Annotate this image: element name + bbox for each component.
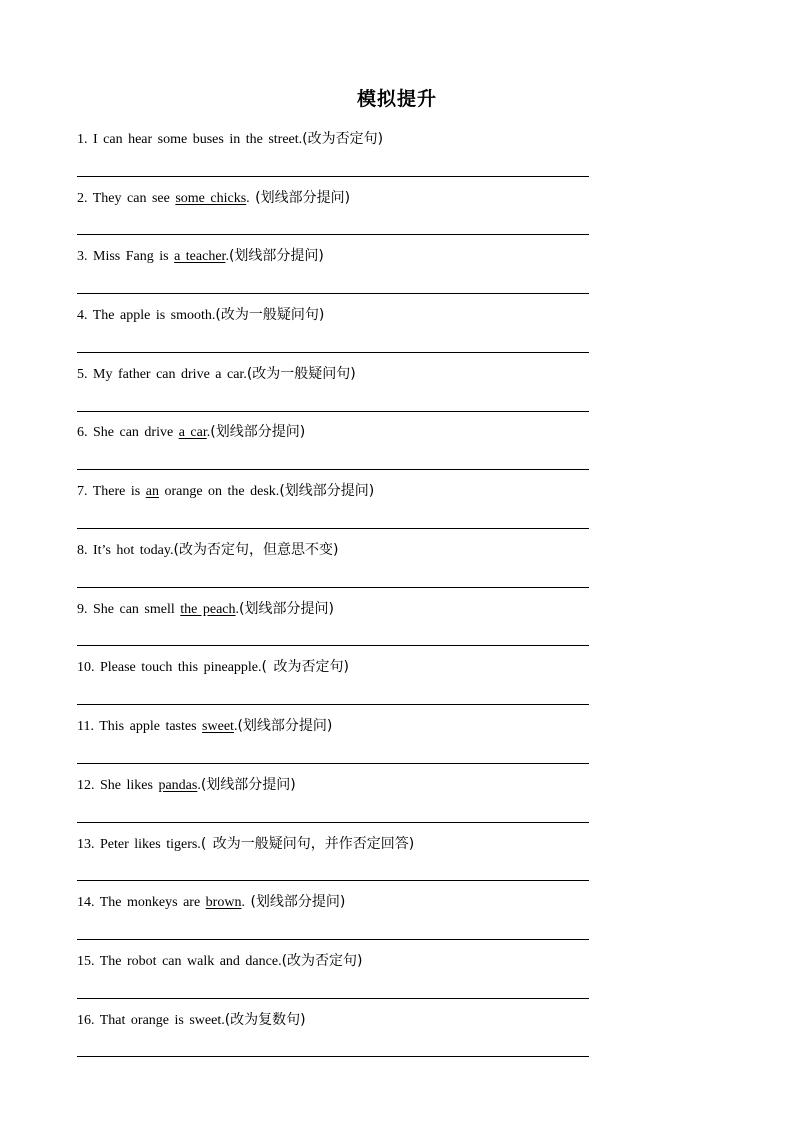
question-16 xyxy=(77,1011,589,1030)
instruction-note: (改为一般疑问句) xyxy=(246,366,356,382)
instruction-note: (划线部分提问) xyxy=(210,424,306,440)
question-number: 10. xyxy=(77,660,95,675)
question-8 xyxy=(77,541,589,560)
instruction-note: (改为否定句) xyxy=(302,131,384,147)
question-1 xyxy=(77,130,589,149)
instruction-note: (划线部分提问) xyxy=(279,483,375,499)
question-number: 15. xyxy=(77,954,95,969)
question-text: That orange is sweet. xyxy=(99,1013,225,1028)
question-3 xyxy=(77,247,589,266)
answer-line-5[interactable] xyxy=(77,411,589,412)
answer-line-9[interactable] xyxy=(77,645,589,646)
instruction-note: (划线部分提问) xyxy=(200,777,296,793)
answer-line-6[interactable] xyxy=(77,469,589,470)
instruction-note: (划线部分提问) xyxy=(250,894,346,910)
question-text: They can see xyxy=(92,191,176,206)
question-number: 1. xyxy=(77,132,88,147)
answer-line-2[interactable] xyxy=(77,234,589,235)
question-number: 9. xyxy=(77,602,88,617)
underlined-text: brown xyxy=(205,895,242,910)
answer-line-8[interactable] xyxy=(77,587,589,588)
question-text-end: . xyxy=(246,191,256,206)
question-number: 13. xyxy=(77,837,95,852)
underlined-text: sweet xyxy=(202,719,234,734)
question-text-end: . xyxy=(206,425,211,440)
question-13 xyxy=(77,835,589,854)
instruction-note: (划线部分提问) xyxy=(237,718,333,734)
question-text: It’s hot today. xyxy=(93,543,174,558)
question-text: Please touch this pineapple. xyxy=(100,660,262,675)
question-9 xyxy=(77,600,589,619)
answer-line-14[interactable] xyxy=(77,939,589,940)
question-text-end: . xyxy=(197,778,201,793)
answer-line-4[interactable] xyxy=(77,352,589,353)
instruction-note: (划线部分提问) xyxy=(228,248,324,264)
question-11 xyxy=(77,717,589,736)
underlined-text: pandas xyxy=(158,778,198,793)
answer-line-11[interactable] xyxy=(77,763,589,764)
underlined-text: some chicks xyxy=(175,191,247,206)
underlined-text: an xyxy=(145,484,159,499)
instruction-note: (改为复数句) xyxy=(224,1012,306,1028)
underlined-text: the peach xyxy=(180,602,236,617)
question-number: 2. xyxy=(77,191,88,206)
question-4 xyxy=(77,306,589,325)
instruction-note: (划线部分提问) xyxy=(239,601,334,617)
answer-line-12[interactable] xyxy=(77,822,589,823)
question-number: 7. xyxy=(77,484,88,499)
question-text: She can smell xyxy=(93,602,181,617)
question-text: My father can drive a car. xyxy=(93,367,247,382)
answer-line-1[interactable] xyxy=(77,176,589,177)
instruction-note: (改为一般疑问句) xyxy=(215,307,325,323)
underlined-text: a teacher xyxy=(174,249,226,264)
question-text: This apple tastes xyxy=(99,719,203,734)
question-number: 3. xyxy=(77,249,88,264)
question-15 xyxy=(77,952,589,971)
question-12 xyxy=(77,776,589,795)
question-text: The robot can walk and dance. xyxy=(99,954,282,969)
question-number: 4. xyxy=(77,308,88,323)
answer-line-13[interactable] xyxy=(77,880,589,881)
question-text: I can hear some buses in the street. xyxy=(93,132,303,147)
instruction-note: ( 改为一般疑问句，并作否定回答) xyxy=(200,836,415,852)
answer-line-7[interactable] xyxy=(77,528,589,529)
question-text: The apple is smooth. xyxy=(92,308,216,323)
question-6 xyxy=(77,423,589,442)
question-text: Peter likes tigers. xyxy=(100,837,201,852)
question-text: The monkeys are xyxy=(99,895,206,910)
question-number: 12. xyxy=(77,778,95,793)
instruction-note: (划线部分提问) xyxy=(255,190,351,206)
answer-line-16[interactable] xyxy=(77,1056,589,1057)
answer-line-3[interactable] xyxy=(77,293,589,294)
answer-line-15[interactable] xyxy=(77,998,589,999)
question-10 xyxy=(77,658,589,677)
question-text-end: . xyxy=(233,719,238,734)
question-5 xyxy=(77,365,589,384)
question-number: 8. xyxy=(77,543,88,558)
question-number: 14. xyxy=(77,895,95,910)
question-number: 5. xyxy=(77,367,88,382)
question-number: 6. xyxy=(77,425,88,440)
question-number: 11. xyxy=(77,719,94,734)
question-2 xyxy=(77,189,589,208)
instruction-note: ( 改为否定句) xyxy=(261,659,349,675)
question-text: She can drive xyxy=(93,425,179,440)
instruction-note: (改为否定句，但意思不变) xyxy=(173,542,339,558)
instruction-note: (改为否定句) xyxy=(281,953,363,969)
question-text-end: . xyxy=(235,602,240,617)
question-7 xyxy=(77,482,589,501)
question-text-end: . xyxy=(241,895,251,910)
question-text-end: . xyxy=(225,249,229,264)
answer-line-10[interactable] xyxy=(77,704,589,705)
underlined-text: a car xyxy=(178,425,207,440)
question-text-end: orange on the desk. xyxy=(158,484,280,499)
question-text: Miss Fang is xyxy=(93,249,175,264)
page-title: 模拟提升 xyxy=(356,88,437,110)
question-text: She likes xyxy=(100,778,159,793)
question-text: There is xyxy=(92,484,146,499)
question-number: 16. xyxy=(77,1013,95,1028)
question-14 xyxy=(77,893,589,912)
